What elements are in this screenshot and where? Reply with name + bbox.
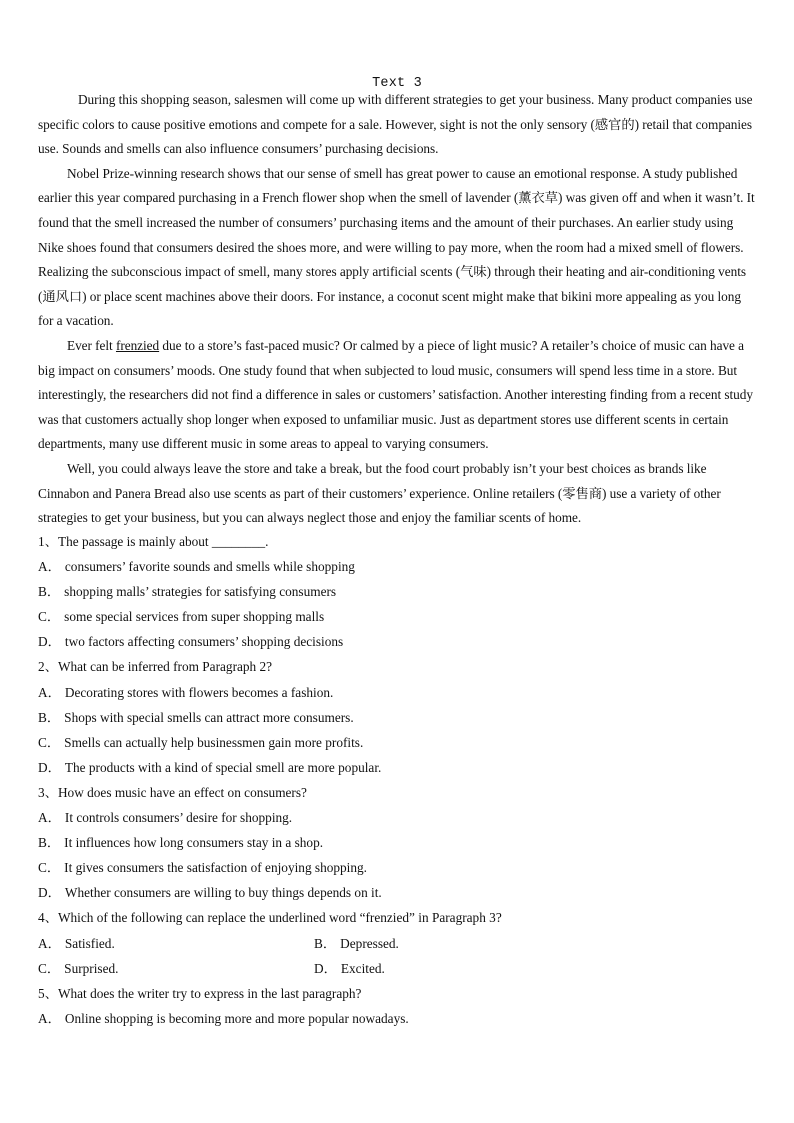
option-label: D．: [314, 960, 337, 976]
option-label: A．: [38, 1010, 61, 1026]
option-label: A．: [38, 810, 61, 826]
option-text: Excited.: [340, 960, 385, 976]
option-text: It gives consumers the satisfaction of enjoying shopping.: [64, 860, 367, 876]
option-text: Decorating stores with flowers becomes a fashion.: [64, 684, 334, 700]
paragraph-4: Well, you could always leave the store and take a break, but the food court probably isn’t your best choices as brands like Cinnabon and Panera Bread also use scents as part of their customers’ experience. Online retailers (零售商) use a variety of other strategies to get your business, but you can always neglect those and enjoy the familiar scents of home.: [38, 460, 721, 526]
option-text: Smells can actually help businessmen gain more profits.: [64, 734, 364, 750]
underlined-word: frenzied: [115, 337, 160, 353]
option-label: C．: [38, 609, 61, 625]
option-label: B．: [38, 709, 61, 725]
document-title: Text 3: [372, 76, 422, 91]
option-label: B．: [314, 935, 337, 951]
option-label: C．: [38, 960, 61, 976]
question-4-options-row-1: [38, 931, 756, 956]
question-4-option-d[interactable]: [314, 956, 590, 981]
option-text: Satisfied.: [64, 935, 115, 951]
option-text: Shops with special smells can attract more consumers.: [64, 709, 354, 725]
option-label: D．: [38, 885, 61, 901]
question-5-stem: 5、What does the writer try to express in the last paragraph?: [38, 985, 362, 1001]
option-label: C．: [38, 734, 61, 750]
question-4-option-b[interactable]: [314, 931, 590, 956]
question-3-stem: 3、How does music have an effect on consumers?: [38, 784, 307, 800]
option-text: consumers’ favorite sounds and smells while shopping: [64, 559, 355, 575]
question-4-stem: 4、Which of the following can replace the underlined word “frenzied” in Paragraph 3?: [38, 910, 502, 926]
question-3-option-a[interactable]: [38, 805, 756, 830]
paragraph-1: During this shopping season, salesmen will come up with different strategies to get your business. Many product companies use specific colors to cause positive emotions and compete for a sale. However, sight is not the only sensory (感官的) retail that companies use. Sounds and smells can also influence consumers’ purchasing decisions.: [38, 92, 753, 157]
question-1-option-b[interactable]: [38, 579, 756, 604]
option-label: C．: [38, 860, 61, 876]
option-label: B．: [38, 584, 61, 600]
option-label: D．: [38, 634, 61, 650]
option-text: It influences how long consumers stay in a shop.: [64, 835, 324, 851]
paragraph-3-start: Ever felt: [67, 337, 116, 353]
reading-passage: [38, 88, 756, 531]
question-1-option-d[interactable]: [38, 629, 756, 654]
question-2-option-c[interactable]: [38, 730, 756, 755]
question-5-option-a[interactable]: [38, 1006, 756, 1031]
question-1-option-c[interactable]: [38, 604, 756, 629]
question-list: [38, 529, 756, 1031]
question-3-option-d[interactable]: [38, 880, 756, 905]
option-text: shopping malls’ strategies for satisfying consumers: [64, 584, 337, 600]
option-label: B．: [38, 835, 61, 851]
option-label: D．: [38, 759, 61, 775]
option-text: Depressed.: [340, 935, 399, 951]
option-label: A．: [38, 935, 61, 951]
question-2-option-b[interactable]: [38, 705, 756, 730]
question-4-options-row-2: [38, 956, 756, 981]
option-text: The products with a kind of special smell are more popular.: [64, 759, 382, 775]
question-2-option-d[interactable]: [38, 755, 756, 780]
option-text: It controls consumers’ desire for shopping.: [64, 810, 293, 826]
option-text: Online shopping is becoming more and more popular nowadays.: [64, 1010, 409, 1026]
option-label: A．: [38, 559, 61, 575]
option-text: Whether consumers are willing to buy things depends on it.: [64, 885, 382, 901]
question-4-option-c[interactable]: [38, 956, 314, 981]
option-text: Surprised.: [64, 960, 119, 976]
paragraph-2: Nobel Prize-winning research shows that our sense of smell has great power to cause an emotional response. A study published earlier this year compared purchasing in a French flower shop when the smell of lavender (薰衣草) was given off and when it wasn’t. It found that the smell increased the number of consumers’ purchasing items and the amount of their purchases. An earlier study using Nike shoes found that consumers desired the shoes more, and were willing to pay more, when the room had a mixed smell of flowers. Realizing the subconscious impact of smell, many stores apply artificial scents (气味) through their heating and air-conditioning vents (通风口) or place scent machines above their doors. For instance, a coconut scent might make that bikini more appealing as you long for a vacation.: [38, 165, 755, 329]
question-4-option-a[interactable]: [38, 931, 314, 956]
question-3-option-c[interactable]: [38, 855, 756, 880]
question-1-stem: 1、The passage is mainly about ________.: [38, 534, 269, 549]
paragraph-3: [38, 334, 756, 457]
question-3-option-b[interactable]: [38, 830, 756, 855]
question-1-option-a[interactable]: [38, 554, 756, 579]
option-label: A．: [38, 684, 61, 700]
question-2-option-a[interactable]: [38, 680, 756, 705]
option-text: some special services from super shopping malls: [64, 609, 325, 625]
paragraph-3-rest: due to a store’s fast-paced music? Or calmed by a piece of light music? A retailer’s choice of music can have a big impact on consumers’ moods. One study found that when subjected to loud music, consumers will spend less time in a store. But interestingly, the researchers did not find a difference in sales or customers’ satisfaction. Another interesting finding from a recent study was that customers actually shop longer when exposed to unfamiliar music. Just as department stores use different scents in certain departments, many use different music in some areas to appeal to varying consumers.: [38, 337, 753, 452]
question-2-stem: 2、What can be inferred from Paragraph 2?: [38, 659, 273, 675]
option-text: two factors affecting consumers’ shopping decisions: [64, 634, 344, 650]
